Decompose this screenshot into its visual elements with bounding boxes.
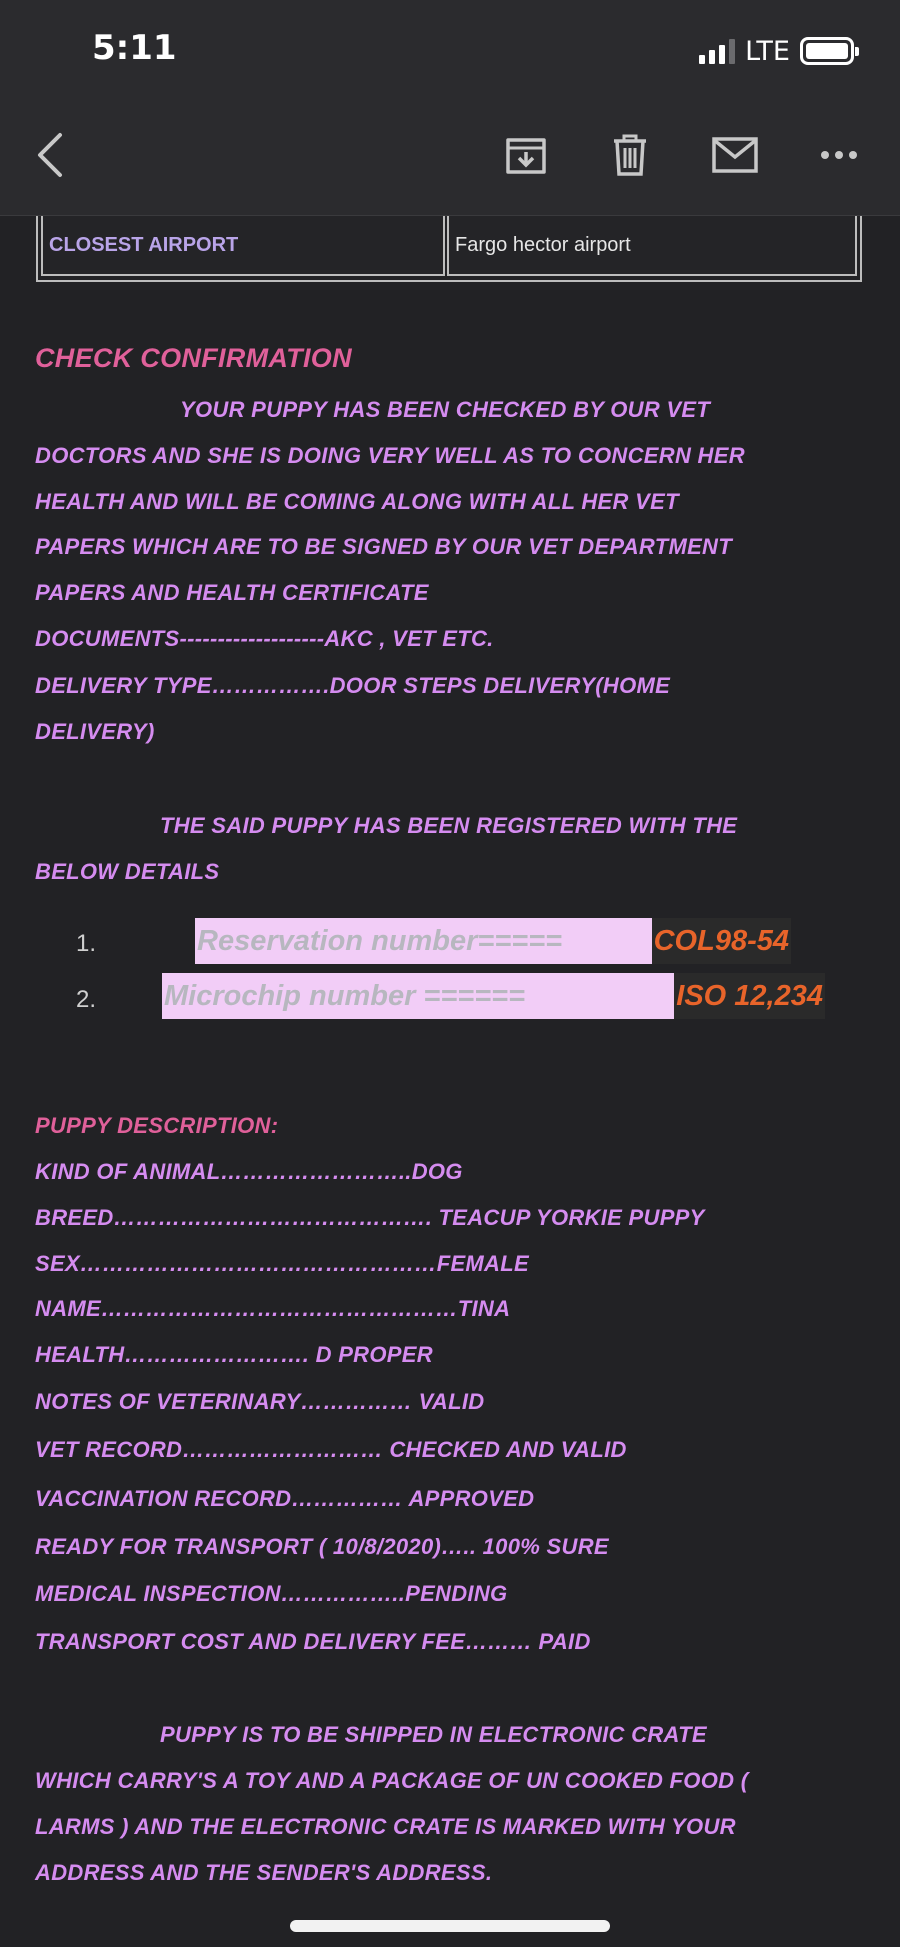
description-line: NAME…………………………………………TINA [35,1296,511,1321]
network-label: LTE [745,35,790,67]
description-line: TRANSPORT COST AND DELIVERY FEE……… PAID [35,1629,591,1654]
check-line: YOUR PUPPY HAS BEEN CHECKED BY OUR VET [180,397,711,422]
airport-table [36,216,862,282]
archive-icon [504,134,548,176]
mail-icon [712,137,758,173]
description-heading: PUPPY DESCRIPTION: [35,1113,279,1138]
signal-icon [699,38,735,64]
registered-line: THE SAID PUPPY HAS BEEN REGISTERED WITH THE [160,813,738,838]
trash-icon [612,133,648,177]
airport-key: CLOSEST AIRPORT [41,216,445,276]
check-heading: CHECK CONFIRMATION [35,343,352,373]
more-button[interactable] [818,130,860,180]
delivery-type-line: DELIVERY) [35,719,155,744]
reservation-number-row [195,918,791,964]
description-line: KIND OF ANIMAL……………………..DOG [35,1159,463,1184]
airport-value: Fargo hector airport [447,216,857,276]
archive-button[interactable] [502,130,550,180]
check-line: HEALTH AND WILL BE COMING ALONG WITH ALL HER VET [35,489,679,514]
home-indicator[interactable] [290,1920,610,1932]
documents-line: DOCUMENTS-------------------AKC , VET ETC. [35,626,494,651]
more-icon [820,150,858,160]
description-line: VET RECORD……………………… CHECKED AND VALID [35,1437,627,1462]
description-line: HEALTH……………………. D PROPER [35,1342,433,1367]
top-bar [0,0,900,216]
shipping-line: LARMS ) AND THE ELECTRONIC CRATE IS MARKED WITH YOUR [35,1814,736,1839]
mail-button[interactable] [710,130,760,180]
description-line: BREED……………………………………. TEACUP YORKIE PUPPY [35,1205,705,1230]
battery-icon [800,37,854,65]
list-number: 2. [76,986,97,1013]
microchip-code: ISO 12,234 [674,973,825,1019]
status-time: 5:11 [92,28,177,68]
reservation-label: Reservation number===== [197,924,563,957]
shipping-line: WHICH CARRY'S A TOY AND A PACKAGE OF UN COOKED FOOD ( [35,1768,749,1793]
reservation-code: COL98-54 [652,918,791,964]
delivery-type-line: DELIVERY TYPE…………….DOOR STEPS DELIVERY(HOME [35,673,671,698]
check-line: DOCTORS AND SHE IS DOING VERY WELL AS TO CONCERN HER [35,443,745,468]
description-line: SEX…………………………………………FEMALE [35,1251,529,1276]
list-number: 1. [76,930,97,957]
microchip-number-row [162,973,825,1019]
delete-button[interactable] [606,130,654,180]
back-chevron-icon [35,132,65,178]
shipping-line: PUPPY IS TO BE SHIPPED IN ELECTRONIC CRATE [160,1722,707,1747]
back-button[interactable] [30,130,70,180]
check-line: PAPERS WHICH ARE TO BE SIGNED BY OUR VET DEPARTMENT [35,534,732,559]
shipping-line: ADDRESS AND THE SENDER'S ADDRESS. [35,1860,493,1885]
registered-line: BELOW DETAILS [35,859,220,884]
description-line: MEDICAL INSPECTION……………..PENDING [35,1581,508,1606]
microchip-label: Microchip number ====== [164,979,526,1012]
status-indicators [699,34,854,68]
check-line: PAPERS AND HEALTH CERTIFICATE [35,580,429,605]
description-line: NOTES OF VETERINARY…………… VALID [35,1389,485,1414]
description-line: READY FOR TRANSPORT ( 10/8/2020)….. 100% SURE [35,1534,609,1559]
description-line: VACCINATION RECORD…………… APPROVED [35,1486,535,1511]
